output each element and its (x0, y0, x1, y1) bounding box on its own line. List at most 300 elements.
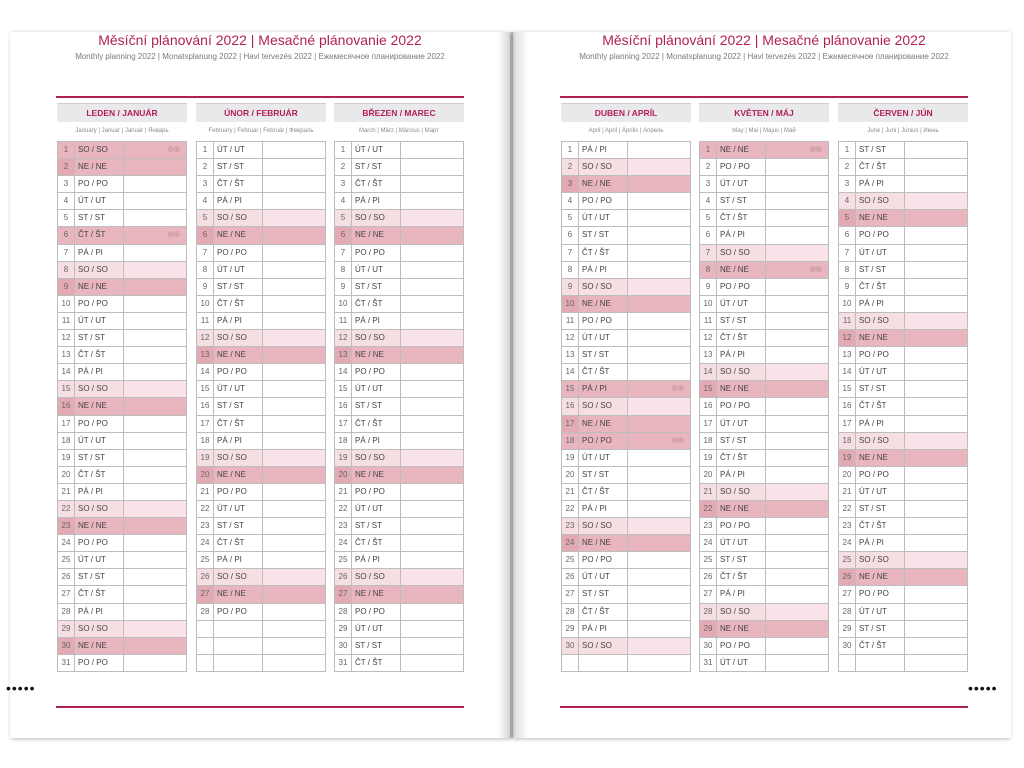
day-row[interactable] (838, 313, 968, 330)
day-row[interactable] (699, 621, 829, 638)
weekday-label: ÚT / UT (582, 572, 610, 582)
weekday-label: PÁ / PI (859, 538, 884, 548)
day-row[interactable] (57, 142, 187, 159)
day-row[interactable] (561, 416, 691, 433)
page-subtitle-left: Monthly planning 2022 | Monatsplanung 2022 | Havi tervezés 2022 | Ежемесячное планирование 2022 (75, 52, 445, 61)
day-row[interactable] (838, 398, 968, 415)
weekday-label: PO / PO (355, 606, 385, 616)
day-row[interactable] (196, 484, 326, 501)
day-row[interactable] (57, 245, 187, 262)
day-row[interactable] (561, 484, 691, 501)
day-row[interactable] (57, 398, 187, 415)
notes-cell (627, 466, 628, 484)
day-row[interactable] (334, 569, 464, 586)
weekday-label: SO / SO (582, 640, 612, 650)
day-row[interactable] (334, 364, 464, 381)
day-row[interactable] (196, 535, 326, 552)
day-number: 17 (58, 416, 75, 432)
day-row[interactable] (699, 227, 829, 244)
weekday-label: ST / ST (78, 213, 105, 223)
day-row[interactable] (561, 193, 691, 210)
day-row[interactable] (838, 450, 968, 467)
day-row[interactable] (838, 262, 968, 279)
day-row[interactable] (699, 296, 829, 313)
day-row[interactable] (196, 467, 326, 484)
day-row[interactable] (57, 176, 187, 193)
day-row[interactable] (334, 484, 464, 501)
notes-cell (765, 158, 766, 176)
day-row[interactable] (334, 159, 464, 176)
day-number: 23 (58, 518, 75, 534)
day-row[interactable] (699, 193, 829, 210)
day-row[interactable] (57, 416, 187, 433)
day-row[interactable] (196, 655, 326, 672)
day-number: 14 (197, 364, 214, 380)
day-row[interactable] (699, 484, 829, 501)
notes-cell (262, 346, 263, 364)
day-row[interactable] (838, 159, 968, 176)
day-row[interactable] (57, 655, 187, 672)
notes-cell (400, 466, 401, 484)
day-row[interactable] (196, 245, 326, 262)
day-row[interactable] (561, 398, 691, 415)
day-row[interactable] (838, 364, 968, 381)
day-row[interactable] (57, 552, 187, 569)
day-row[interactable] (838, 638, 968, 655)
day-row[interactable] (699, 433, 829, 450)
weekday-label: ST / ST (355, 162, 382, 172)
day-row[interactable] (699, 381, 829, 398)
day-row[interactable] (57, 638, 187, 655)
day-row[interactable] (699, 313, 829, 330)
day-row[interactable] (561, 450, 691, 467)
day-row[interactable] (699, 159, 829, 176)
day-number: 31 (58, 655, 75, 671)
weekday-label: PO / PO (720, 162, 750, 172)
day-number: 4 (335, 193, 352, 209)
day-row[interactable] (838, 245, 968, 262)
day-row[interactable] (334, 535, 464, 552)
day-row[interactable] (699, 450, 829, 467)
day-row[interactable] (196, 433, 326, 450)
day-row[interactable] (561, 467, 691, 484)
day-row[interactable] (57, 227, 187, 244)
notes-cell (123, 312, 124, 330)
day-row[interactable] (699, 210, 829, 227)
day-number (197, 621, 214, 637)
day-row[interactable] (699, 398, 829, 415)
weekday-label: PO / PO (582, 555, 612, 565)
weekday-label: ÚT / UT (720, 657, 748, 667)
day-row[interactable] (57, 381, 187, 398)
day-row[interactable] (196, 552, 326, 569)
day-row[interactable] (699, 535, 829, 552)
day-row[interactable] (334, 262, 464, 279)
day-number: 8 (58, 262, 75, 278)
day-row[interactable] (334, 586, 464, 603)
day-row[interactable] (838, 142, 968, 159)
weekday-label: ČT / ŠT (859, 521, 887, 531)
day-row[interactable] (561, 279, 691, 296)
weekday-label: SO / SO (859, 315, 889, 325)
weekday-label: ST / ST (217, 521, 244, 531)
day-row[interactable] (699, 364, 829, 381)
day-row[interactable] (334, 227, 464, 244)
day-row[interactable] (699, 347, 829, 364)
day-row[interactable] (334, 467, 464, 484)
day-row[interactable] (838, 604, 968, 621)
day-row[interactable] (334, 398, 464, 415)
weekday-label: NE / NE (859, 572, 888, 582)
day-row[interactable] (334, 501, 464, 518)
day-row[interactable] (57, 450, 187, 467)
day-row[interactable] (561, 262, 691, 279)
day-number: 12 (197, 330, 214, 346)
day-number: 20 (700, 467, 717, 483)
day-row[interactable] (838, 210, 968, 227)
weekday-label: ST / ST (582, 589, 609, 599)
day-row[interactable] (699, 638, 829, 655)
weekday-label: PO / PO (217, 367, 247, 377)
day-row[interactable] (196, 227, 326, 244)
title-rule-left (56, 96, 464, 98)
day-row[interactable] (57, 433, 187, 450)
day-row[interactable] (699, 176, 829, 193)
day-row[interactable] (699, 569, 829, 586)
day-row[interactable] (699, 501, 829, 518)
notes-cell (627, 415, 628, 433)
notes-cell (123, 415, 124, 433)
day-row[interactable] (561, 245, 691, 262)
day-grid (57, 141, 187, 672)
weekday-label: SO / SO (720, 247, 750, 257)
weekday-label: PÁ / PI (859, 298, 884, 308)
day-row[interactable] (334, 552, 464, 569)
day-row[interactable] (57, 159, 187, 176)
day-row[interactable] (196, 416, 326, 433)
day-row[interactable] (699, 655, 829, 672)
notes-cell (904, 312, 905, 330)
day-row[interactable] (561, 227, 691, 244)
decorative-dots-right: ••••• (968, 680, 998, 696)
notes-cell (765, 654, 766, 672)
day-number: 21 (197, 484, 214, 500)
notes-cell (400, 551, 401, 569)
weekday-label: NE / NE (217, 230, 246, 240)
day-row[interactable] (838, 227, 968, 244)
day-row[interactable] (699, 279, 829, 296)
day-row[interactable] (57, 501, 187, 518)
day-number: 26 (562, 569, 579, 585)
day-row[interactable] (334, 193, 464, 210)
day-row[interactable] (196, 159, 326, 176)
holiday-marker-icon: ◎◎ (809, 146, 822, 153)
day-row[interactable] (699, 416, 829, 433)
day-row[interactable] (57, 210, 187, 227)
day-row[interactable] (334, 279, 464, 296)
notes-cell (904, 141, 905, 159)
notes-cell (627, 192, 628, 210)
day-row[interactable] (838, 535, 968, 552)
day-row[interactable] (196, 347, 326, 364)
notes-cell (904, 175, 905, 193)
notes-cell (627, 432, 628, 450)
weekday-label: PÁ / PI (217, 196, 242, 206)
day-row[interactable] (334, 296, 464, 313)
day-row[interactable] (838, 569, 968, 586)
day-row[interactable] (561, 159, 691, 176)
day-row[interactable] (838, 347, 968, 364)
day-row[interactable] (196, 142, 326, 159)
weekday-label: NE / NE (582, 418, 611, 428)
day-row[interactable] (334, 621, 464, 638)
weekday-label: NE / NE (355, 469, 384, 479)
bottom-rule-left (56, 706, 464, 708)
weekday-label: NE / NE (720, 264, 749, 274)
weekday-label: ST / ST (859, 623, 886, 633)
day-row[interactable] (838, 433, 968, 450)
day-row[interactable] (838, 416, 968, 433)
day-number: 19 (58, 450, 75, 466)
day-row[interactable] (57, 296, 187, 313)
day-number: 13 (335, 347, 352, 363)
weekday-label: PO / PO (720, 521, 750, 531)
day-row[interactable] (561, 364, 691, 381)
day-row[interactable] (838, 621, 968, 638)
day-row[interactable] (196, 501, 326, 518)
notes-cell (765, 346, 766, 364)
day-row[interactable] (838, 655, 968, 672)
day-number: 23 (700, 518, 717, 534)
weekday-label: ÚT / UT (720, 418, 748, 428)
weekday-label: PÁ / PI (217, 315, 242, 325)
day-row[interactable] (57, 569, 187, 586)
weekday-label: ČT / ŠT (859, 640, 887, 650)
day-row[interactable] (838, 279, 968, 296)
day-row[interactable] (838, 193, 968, 210)
day-row[interactable] (838, 381, 968, 398)
day-row[interactable] (334, 245, 464, 262)
day-row[interactable] (561, 296, 691, 313)
notes-cell (765, 295, 766, 313)
weekday-label: PÁ / PI (859, 179, 884, 189)
day-number: 23 (335, 518, 352, 534)
day-row[interactable] (334, 142, 464, 159)
day-number: 26 (839, 569, 856, 585)
day-row[interactable] (196, 193, 326, 210)
day-row[interactable] (196, 569, 326, 586)
day-row[interactable] (196, 176, 326, 193)
day-row[interactable] (334, 347, 464, 364)
weekday-label: NE / NE (355, 589, 384, 599)
day-number: 29 (335, 621, 352, 637)
day-row[interactable] (699, 330, 829, 347)
day-number: 18 (197, 433, 214, 449)
day-row[interactable] (57, 364, 187, 381)
day-row[interactable] (196, 210, 326, 227)
day-row[interactable] (196, 296, 326, 313)
day-row[interactable] (699, 518, 829, 535)
day-row[interactable] (196, 364, 326, 381)
day-row[interactable] (838, 296, 968, 313)
day-row[interactable] (57, 347, 187, 364)
day-row[interactable] (334, 604, 464, 621)
day-row[interactable] (334, 416, 464, 433)
weekday-label: PÁ / PI (355, 435, 380, 445)
day-row[interactable] (561, 604, 691, 621)
notes-cell (400, 568, 401, 586)
notes-cell (262, 483, 263, 501)
weekday-label: ÚT / UT (355, 623, 383, 633)
day-number: 9 (58, 279, 75, 295)
notes-cell (400, 517, 401, 535)
weekday-label: SO / SO (720, 486, 750, 496)
day-number: 19 (839, 450, 856, 466)
day-row[interactable] (196, 313, 326, 330)
day-row[interactable] (561, 586, 691, 603)
day-row[interactable] (196, 450, 326, 467)
weekday-label: PÁ / PI (720, 230, 745, 240)
day-row[interactable] (334, 313, 464, 330)
day-row[interactable] (196, 604, 326, 621)
day-number: 15 (335, 381, 352, 397)
day-row[interactable] (334, 655, 464, 672)
day-row[interactable] (838, 176, 968, 193)
day-row[interactable] (699, 142, 829, 159)
day-row[interactable] (561, 381, 691, 398)
day-number: 29 (562, 621, 579, 637)
notes-cell (262, 209, 263, 227)
day-row[interactable] (57, 535, 187, 552)
weekday-label: PÁ / PI (355, 555, 380, 565)
day-row[interactable] (561, 621, 691, 638)
day-row[interactable] (196, 262, 326, 279)
notes-cell (627, 483, 628, 501)
day-row[interactable] (699, 586, 829, 603)
day-row[interactable] (699, 552, 829, 569)
day-row[interactable] (196, 586, 326, 603)
day-number: 22 (839, 501, 856, 517)
day-row[interactable] (334, 330, 464, 347)
day-number: 20 (197, 467, 214, 483)
day-row[interactable] (561, 569, 691, 586)
notes-cell (400, 244, 401, 262)
day-row[interactable] (57, 518, 187, 535)
day-row[interactable] (561, 535, 691, 552)
notes-cell (627, 209, 628, 227)
weekday-label: PÁ / PI (582, 145, 607, 154)
day-number: 9 (197, 279, 214, 295)
day-row[interactable] (561, 176, 691, 193)
day-row[interactable] (57, 586, 187, 603)
day-row[interactable] (57, 193, 187, 210)
day-row[interactable] (838, 586, 968, 603)
day-row[interactable] (561, 433, 691, 450)
notes-cell (627, 346, 628, 364)
day-number: 12 (335, 330, 352, 346)
notes-cell (123, 380, 124, 398)
day-number: 14 (700, 364, 717, 380)
day-row[interactable] (561, 501, 691, 518)
day-row[interactable] (196, 330, 326, 347)
day-row[interactable] (699, 467, 829, 484)
holiday-marker-icon: ◎◎ (671, 385, 684, 393)
day-row[interactable] (57, 330, 187, 347)
day-row[interactable] (838, 330, 968, 347)
day-row[interactable] (699, 604, 829, 621)
weekday-label: SO / SO (582, 162, 612, 172)
day-row[interactable] (196, 621, 326, 638)
day-row[interactable] (838, 484, 968, 501)
weekday-label: NE / NE (720, 503, 749, 513)
notes-cell (765, 278, 766, 296)
day-row[interactable] (57, 604, 187, 621)
day-row[interactable] (838, 518, 968, 535)
notes-cell (627, 534, 628, 552)
day-row[interactable] (57, 313, 187, 330)
day-row[interactable] (561, 655, 691, 672)
weekday-label: ÚT / UT (355, 264, 383, 274)
day-row[interactable] (561, 347, 691, 364)
day-row[interactable] (57, 279, 187, 296)
day-row[interactable] (561, 313, 691, 330)
day-row[interactable] (838, 501, 968, 518)
day-number: 31 (700, 655, 717, 671)
day-row[interactable] (196, 638, 326, 655)
day-row[interactable] (334, 210, 464, 227)
day-number: 11 (58, 313, 75, 329)
notes-cell (765, 192, 766, 210)
day-number: 23 (839, 518, 856, 534)
day-row[interactable] (57, 262, 187, 279)
day-number: 20 (335, 467, 352, 483)
day-row[interactable] (334, 176, 464, 193)
day-number: 13 (58, 347, 75, 363)
weekday-label: NE / NE (720, 623, 749, 633)
day-row[interactable] (334, 433, 464, 450)
day-row[interactable] (561, 552, 691, 569)
day-row[interactable] (57, 467, 187, 484)
day-row[interactable] (57, 621, 187, 638)
notes-cell (400, 654, 401, 672)
day-row[interactable] (561, 210, 691, 227)
day-row[interactable] (196, 518, 326, 535)
weekday-label: SO / SO (217, 572, 247, 582)
weekday-label: ST / ST (355, 640, 382, 650)
day-row[interactable] (561, 142, 691, 159)
day-row[interactable] (334, 450, 464, 467)
day-row[interactable] (196, 279, 326, 296)
day-row[interactable] (699, 262, 829, 279)
day-row[interactable] (561, 518, 691, 535)
day-row[interactable] (561, 330, 691, 347)
day-row[interactable] (196, 398, 326, 415)
month-header: LEDEN / JANUÁR (57, 103, 187, 122)
day-row[interactable] (838, 467, 968, 484)
month-column (334, 103, 464, 672)
day-row[interactable] (334, 381, 464, 398)
day-number: 18 (562, 433, 579, 449)
day-row[interactable] (334, 638, 464, 655)
day-row[interactable] (57, 484, 187, 501)
day-row[interactable] (196, 381, 326, 398)
day-row[interactable] (838, 552, 968, 569)
day-row[interactable] (334, 518, 464, 535)
day-row[interactable] (699, 245, 829, 262)
weekday-label: ČT / ŠT (720, 452, 748, 462)
day-row[interactable] (561, 638, 691, 655)
weekday-label: SO / SO (859, 435, 889, 445)
